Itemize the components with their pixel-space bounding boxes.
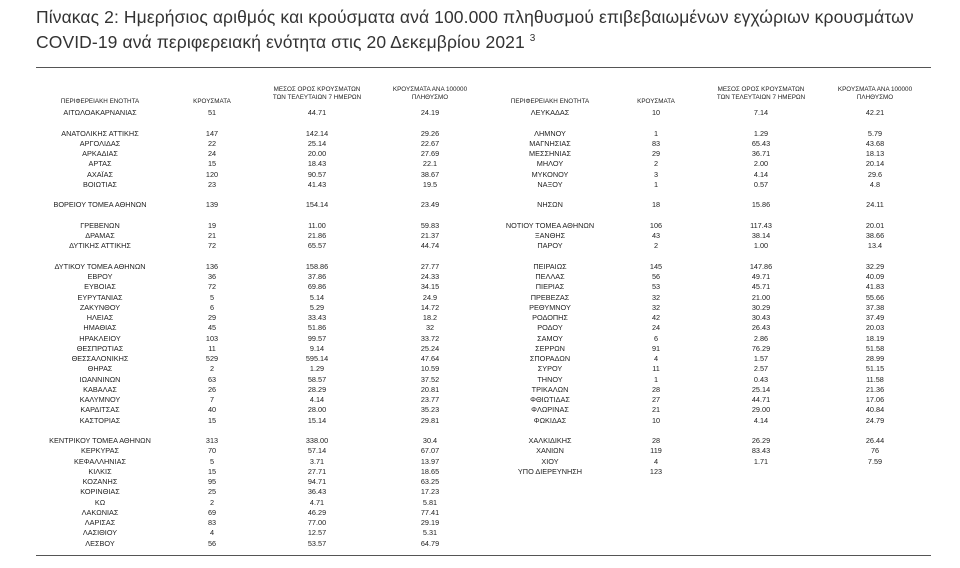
cases-cell: 1 <box>653 128 659 138</box>
cases-cell: 27 <box>651 395 661 404</box>
region-cell: ΦΘΙΩΤΙΔΑΣ <box>530 395 570 404</box>
region-cell: ΚΑΣΤΟΡΙΑΣ <box>79 415 121 425</box>
per100k-cell: 47.64 <box>420 354 440 363</box>
avg-cell: 94.71 <box>307 477 327 486</box>
per100k-cell: 37.38 <box>865 302 885 312</box>
cases-cell: 63 <box>207 374 217 384</box>
region-cell: ΣΠΟΡΑΔΩΝ <box>529 354 571 363</box>
table-title <box>36 6 936 53</box>
per100k-cell: 63.25 <box>420 477 440 486</box>
region-cell: ΘΕΣΠΡΩΤΙΑΣ <box>76 343 124 353</box>
region-cell: ΛΑΡΙΣΑΣ <box>84 518 116 527</box>
avg-cell: 83.43 <box>751 446 771 456</box>
per100k-cell: 24.79 <box>865 415 885 425</box>
cases-cell: 313 <box>205 436 219 445</box>
region-cell: ΘΗΡΑΣ <box>87 364 113 374</box>
region-cell: ΡΕΘΥΜΝΟΥ <box>529 302 571 312</box>
per100k-cell: 24.11 <box>866 200 884 210</box>
region-cell: ΜΗΛΟΥ <box>536 159 564 169</box>
cases-cell: 29 <box>651 149 661 158</box>
cases-cell: 21 <box>207 231 217 240</box>
per100k-cell: 5.81 <box>422 497 438 507</box>
left-header-region: ΠΕΡΙΦΕΡΕΙΑΚΗ ΕΝΟΤΗΤΑ <box>60 98 140 105</box>
avg-cell: 5.14 <box>309 292 325 302</box>
avg-cell: 99.57 <box>307 333 327 343</box>
per100k-cell: 11.58 <box>866 374 884 384</box>
per100k-cell: 32 <box>425 323 435 333</box>
cases-cell: 51 <box>207 108 217 117</box>
avg-cell: 41.43 <box>307 179 327 189</box>
per100k-cell: 55.66 <box>865 292 885 302</box>
per100k-cell: 20.81 <box>420 384 440 394</box>
per100k-cell: 26.44 <box>865 436 885 445</box>
per100k-cell: 29.81 <box>420 415 440 425</box>
cases-cell: 4 <box>653 354 659 363</box>
avg-cell: 11.00 <box>308 220 326 230</box>
region-cell: ΜΥΚΟΝΟΥ <box>531 169 569 179</box>
region-cell: ΜΑΓΝΗΣΙΑΣ <box>529 138 571 148</box>
per100k-cell: 29.26 <box>420 128 440 138</box>
cases-cell: 69 <box>207 507 217 517</box>
cases-cell: 32 <box>651 302 661 312</box>
cases-cell: 91 <box>651 343 661 353</box>
per100k-cell: 33.72 <box>420 333 440 343</box>
avg-cell: 30.43 <box>751 313 771 322</box>
avg-cell: 27.71 <box>307 466 327 476</box>
avg-cell: 21.00 <box>751 292 771 302</box>
region-cell: ΚΑΛΥΜΝΟΥ <box>79 395 121 404</box>
cases-cell: 123 <box>649 466 663 476</box>
title-line-1: Πίνακας 2: Ημερήσιος αριθμός και κρούσματα ανά 100.000 πληθυσμού επιβεβαιωμένων εγχώριων κρουσμάτων <box>36 7 914 27</box>
per100k-cell: 40.09 <box>865 272 885 281</box>
avg-cell: 30.29 <box>751 302 771 312</box>
cases-cell: 10 <box>651 108 661 117</box>
avg-cell: 1.71 <box>753 456 769 466</box>
avg-cell: 0.43 <box>753 374 769 384</box>
region-cell: ΓΡΕΒΕΝΩΝ <box>80 220 120 230</box>
avg-cell: 21.86 <box>307 231 327 240</box>
per100k-cell: 41.83 <box>865 282 885 292</box>
region-cell: ΗΜΑΘΙΑΣ <box>83 323 117 333</box>
per100k-cell: 7.59 <box>867 456 883 466</box>
avg-cell: 46.29 <box>307 507 327 517</box>
cases-cell: 145 <box>649 261 663 271</box>
region-cell: ΜΕΣΣΗΝΙΑΣ <box>529 149 571 158</box>
avg-cell: 2.57 <box>753 364 769 374</box>
per100k-cell: 4.8 <box>869 179 881 189</box>
cases-cell: 28 <box>651 384 661 394</box>
cases-cell: 40 <box>207 405 217 415</box>
per100k-cell: 34.15 <box>420 282 440 292</box>
avg-cell: 57.14 <box>307 446 327 456</box>
region-cell: ΡΟΔΟΥ <box>537 323 563 333</box>
region-cell: ΠΑΡΟΥ <box>537 241 563 251</box>
per100k-cell: 19.5 <box>422 179 438 189</box>
avg-cell: 1.29 <box>753 128 769 138</box>
right-header-per100k: ΚΡΟΥΣΜΑΤΑ ΑΝΑ 100000 ΠΛΗΘΥΣΜΟ <box>837 86 913 101</box>
avg-cell: 117.43 <box>750 220 772 230</box>
region-cell: ΗΡΑΚΛΕΙΟΥ <box>79 333 121 343</box>
cases-cell: 72 <box>207 241 217 251</box>
per100k-cell: 17.23 <box>420 487 440 497</box>
avg-cell: 7.14 <box>753 108 769 117</box>
per100k-cell: 32.29 <box>865 261 885 271</box>
per100k-cell: 13.4 <box>867 241 883 251</box>
cases-cell: 23 <box>207 179 217 189</box>
per100k-cell: 20.01 <box>865 220 885 230</box>
cases-cell: 3 <box>653 169 659 179</box>
region-cell: ΑΝΑΤΟΛΙΚΗΣ ΑΤΤΙΚΗΣ <box>61 128 139 138</box>
per100k-cell: 37.49 <box>865 313 885 322</box>
per100k-cell: 13.97 <box>420 456 440 466</box>
cases-cell: 147 <box>205 128 219 138</box>
title-line-2 <box>36 28 936 53</box>
avg-cell: 26.43 <box>751 323 771 333</box>
per100k-cell: 51.58 <box>865 343 885 353</box>
cases-cell: 25 <box>207 487 217 497</box>
per100k-cell: 20.14 <box>865 159 885 169</box>
cases-cell: 2 <box>653 241 659 251</box>
per100k-cell: 18.13 <box>865 149 885 158</box>
region-cell: ΑΧΑΪΑΣ <box>86 169 114 179</box>
cases-cell: 24 <box>207 149 217 158</box>
region-cell: ΖΑΚΥΝΘΟΥ <box>79 302 121 312</box>
region-cell: ΕΒΡΟΥ <box>87 272 113 281</box>
region-cell: ΒΟΙΩΤΙΑΣ <box>83 179 117 189</box>
region-cell: ΑΡΤΑΣ <box>88 159 112 169</box>
cases-cell: 15 <box>207 415 217 425</box>
region-cell: ΧΑΛΚΙΔΙΚΗΣ <box>528 436 572 445</box>
cases-cell: 2 <box>209 497 215 507</box>
per100k-cell: 22.67 <box>420 138 440 148</box>
per100k-cell: 18.2 <box>422 313 438 322</box>
avg-cell: 9.14 <box>309 343 325 353</box>
avg-cell: 4.14 <box>753 415 769 425</box>
avg-cell: 1.29 <box>309 364 325 374</box>
region-cell: ΚΕΦΑΛΛΗΝΙΑΣ <box>74 456 126 466</box>
avg-cell: 0.57 <box>753 179 769 189</box>
cases-cell: 56 <box>651 272 661 281</box>
per100k-cell: 44.74 <box>420 241 440 251</box>
title-line-2-text: COVID-19 ανά περιφερειακή ενότητα στις 20 Δεκεμβρίου 2021 <box>36 31 525 52</box>
per100k-cell: 67.07 <box>420 446 440 456</box>
cases-cell: 42 <box>651 313 661 322</box>
per100k-cell: 27.69 <box>420 149 440 158</box>
region-cell: ΑΡΓΟΛΙΔΑΣ <box>79 138 121 148</box>
cases-cell: 139 <box>205 200 219 210</box>
left-header-per100k: ΚΡΟΥΣΜΑΤΑ ΑΝΑ 100000 ΠΛΗΘΥΣΜΟ <box>392 86 468 101</box>
avg-cell: 77.00 <box>307 518 327 527</box>
per100k-cell: 22.1 <box>422 159 438 169</box>
per100k-cell: 14.72 <box>420 302 440 312</box>
avg-cell: 25.14 <box>307 138 327 148</box>
cases-cell: 28 <box>651 436 661 445</box>
cases-cell: 36 <box>207 272 217 281</box>
cases-cell: 56 <box>207 538 217 548</box>
cases-cell: 1 <box>653 374 659 384</box>
per100k-cell: 51.15 <box>865 364 885 374</box>
avg-cell: 20.00 <box>307 149 327 158</box>
cases-cell: 5 <box>209 292 215 302</box>
per100k-cell: 17.06 <box>865 395 885 404</box>
cases-cell: 120 <box>205 169 219 179</box>
cases-cell: 26 <box>207 384 217 394</box>
bottom-rule <box>36 555 931 556</box>
avg-cell: 1.00 <box>753 241 769 251</box>
avg-cell: 69.86 <box>307 282 327 292</box>
cases-cell: 24 <box>651 323 661 333</box>
region-cell: ΠΕΙΡΑΙΩΣ <box>533 261 567 271</box>
cases-cell: 29 <box>207 313 217 322</box>
cases-cell: 136 <box>205 261 219 271</box>
region-cell: ΘΕΣΣΑΛΟΝΙΚΗΣ <box>71 354 129 363</box>
avg-cell: 33.43 <box>307 313 327 322</box>
avg-cell: 51.86 <box>307 323 327 333</box>
region-cell: ΛΗΜΝΟΥ <box>534 128 566 138</box>
avg-cell: 53.57 <box>307 538 327 548</box>
cases-cell: 83 <box>207 518 217 527</box>
left-header-avg: ΜΕΣΟΣ ΟΡΟΣ ΚΡΟΥΣΜΑΤΩΝ ΤΩΝ ΤΕΛΕΥΤΑΙΩΝ 7 ΗΜΕΡΩΝ <box>272 86 362 101</box>
per100k-cell: 64.79 <box>420 538 440 548</box>
cases-cell: 21 <box>651 405 661 415</box>
avg-cell: 36.71 <box>751 149 771 158</box>
region-cell: ΥΠΟ ΔΙΕΡΕΥΝΗΣΗ <box>517 466 583 476</box>
per100k-cell: 42.21 <box>865 108 885 117</box>
region-cell: ΙΩΑΝΝΙΝΩΝ <box>79 374 121 384</box>
region-cell: ΛΑΚΩΝΙΑΣ <box>81 507 119 517</box>
avg-cell: 158.86 <box>305 261 329 271</box>
avg-cell: 15.14 <box>307 415 327 425</box>
avg-cell: 4.14 <box>753 169 769 179</box>
avg-cell: 4.14 <box>309 395 325 404</box>
avg-cell: 2.86 <box>753 333 769 343</box>
region-cell: ΚΙΛΚΙΣ <box>88 466 112 476</box>
per100k-cell: 5.31 <box>422 528 438 538</box>
region-cell: ΣΥΡΟΥ <box>537 364 563 374</box>
cases-cell: 53 <box>651 282 661 292</box>
right-header-cases: ΚΡΟΥΣΜΑΤΑ <box>637 98 675 105</box>
per100k-cell: 77.41 <box>420 507 440 517</box>
region-cell: ΠΙΕΡΙΑΣ <box>535 282 565 292</box>
region-cell: ΡΟΔΟΠΗΣ <box>532 313 568 322</box>
cases-cell: 72 <box>207 282 217 292</box>
per100k-cell: 23.49 <box>420 200 440 210</box>
avg-cell: 4.71 <box>309 497 325 507</box>
avg-cell: 76.29 <box>751 343 771 353</box>
per100k-cell: 27.77 <box>420 261 440 271</box>
avg-cell: 1.57 <box>753 354 769 363</box>
region-cell: ΕΥΒΟΙΑΣ <box>84 282 116 292</box>
per100k-cell: 24.9 <box>422 292 438 302</box>
region-cell: ΠΡΕΒΕΖΑΣ <box>530 292 570 302</box>
region-cell: ΔΥΤΙΚΟΥ ΤΟΜΕΑ ΑΘΗΝΩΝ <box>54 261 146 271</box>
region-cell: ΝΑΞΟΥ <box>537 179 563 189</box>
region-cell: ΝΗΣΩΝ <box>537 200 563 210</box>
avg-cell: 90.57 <box>307 169 327 179</box>
per100k-cell: 20.03 <box>865 323 885 333</box>
cases-cell: 19 <box>207 220 217 230</box>
cases-cell: 83 <box>651 138 661 148</box>
region-cell: ΚΩ <box>94 497 106 507</box>
cases-cell: 15 <box>207 159 217 169</box>
avg-cell: 12.57 <box>307 528 327 538</box>
per100k-cell: 24.33 <box>420 272 440 281</box>
cases-cell: 18 <box>651 200 661 210</box>
region-cell: ΣΑΜΟΥ <box>537 333 563 343</box>
region-cell: ΚΟΖΑΝΗΣ <box>82 477 118 486</box>
cases-cell: 45 <box>207 323 217 333</box>
avg-cell: 15.86 <box>751 200 771 210</box>
per100k-cell: 24.19 <box>420 108 440 117</box>
footnote-marker: 3 <box>529 33 536 44</box>
cases-cell: 4 <box>209 528 215 538</box>
avg-cell: 25.14 <box>751 384 771 394</box>
avg-cell: 5.29 <box>309 302 325 312</box>
per100k-cell: 5.79 <box>867 128 883 138</box>
region-cell: ΚΕΡΚΥΡΑΣ <box>80 446 120 456</box>
per100k-cell: 25.24 <box>420 343 440 353</box>
avg-cell: 3.71 <box>309 456 325 466</box>
per100k-cell: 59.83 <box>420 220 440 230</box>
avg-cell: 44.71 <box>307 108 327 117</box>
cases-cell: 22 <box>207 138 217 148</box>
per100k-cell: 29.6 <box>867 169 883 179</box>
cases-cell: 1 <box>653 179 659 189</box>
region-cell: ΧΑΝΙΩΝ <box>536 446 564 456</box>
region-cell: ΑΙΤΩΛΟΑΚΑΡΝΑΝΙΑΣ <box>63 108 137 117</box>
region-cell: ΗΛΕΙΑΣ <box>86 313 114 322</box>
region-cell: ΔΡΑΜΑΣ <box>85 231 115 240</box>
right-header-avg: ΜΕΣΟΣ ΟΡΟΣ ΚΡΟΥΣΜΑΤΩΝ ΤΩΝ ΤΕΛΕΥΤΑΙΩΝ 7 ΗΜΕΡΩΝ <box>716 86 806 101</box>
region-cell: ΣΕΡΡΩΝ <box>535 343 565 353</box>
region-cell: ΕΥΡΥΤΑΝΙΑΣ <box>77 292 123 302</box>
cases-cell: 4 <box>653 456 659 466</box>
avg-cell: 338.00 <box>305 436 329 445</box>
cases-cell: 2 <box>653 159 659 169</box>
cases-cell: 7 <box>209 395 215 404</box>
per100k-cell: 21.36 <box>865 384 885 394</box>
region-cell: ΛΕΣΒΟΥ <box>85 538 115 548</box>
per100k-cell: 18.65 <box>420 466 440 476</box>
cases-cell: 6 <box>209 302 215 312</box>
region-cell: ΞΑΝΘΗΣ <box>534 231 566 240</box>
per100k-cell: 35.23 <box>420 405 440 415</box>
region-cell: ΚΕΝΤΡΙΚΟΥ ΤΟΜΕΑ ΑΘΗΝΩΝ <box>49 436 151 445</box>
per100k-cell: 18.19 <box>865 333 885 343</box>
region-cell: ΛΑΣΙΘΙΟΥ <box>82 528 118 538</box>
cases-cell: 15 <box>207 466 217 476</box>
per100k-cell: 10.59 <box>420 364 440 374</box>
avg-cell: 49.71 <box>751 272 771 281</box>
region-cell: ΚΑΡΔΙΤΣΑΣ <box>80 405 120 415</box>
cases-cell: 103 <box>205 333 219 343</box>
avg-cell: 28.29 <box>307 384 327 394</box>
left-header-cases: ΚΡΟΥΣΜΑΤΑ <box>193 98 231 105</box>
avg-cell: 154.14 <box>305 200 329 210</box>
region-cell: ΑΡΚΑΔΙΑΣ <box>82 149 118 158</box>
cases-cell: 95 <box>207 477 217 486</box>
avg-cell: 38.14 <box>751 231 771 240</box>
avg-cell: 58.57 <box>307 374 327 384</box>
cases-cell: 10 <box>651 415 661 425</box>
right-header-region: ΠΕΡΙΦΕΡΕΙΑΚΗ ΕΝΟΤΗΤΑ <box>510 98 590 105</box>
avg-cell: 36.43 <box>307 487 327 497</box>
avg-cell: 29.00 <box>751 405 771 415</box>
avg-cell: 37.86 <box>307 272 327 281</box>
per100k-cell: 21.37 <box>420 231 440 240</box>
cases-cell: 43 <box>651 231 661 240</box>
cases-cell: 11 <box>208 343 216 353</box>
avg-cell: 65.43 <box>751 138 771 148</box>
per100k-cell: 40.84 <box>865 405 885 415</box>
region-cell: ΦΩΚΙΔΑΣ <box>533 415 567 425</box>
per100k-cell: 38.67 <box>420 169 440 179</box>
region-cell: ΤΗΝΟΥ <box>537 374 563 384</box>
avg-cell: 595.14 <box>305 354 329 363</box>
avg-cell: 18.43 <box>307 159 327 169</box>
per100k-cell: 76 <box>870 446 880 456</box>
per100k-cell: 37.52 <box>420 374 440 384</box>
cases-cell: 529 <box>205 354 219 363</box>
cases-cell: 106 <box>649 220 663 230</box>
cases-cell: 11 <box>652 364 660 374</box>
region-cell: ΝΟΤΙΟΥ ΤΟΜΕΑ ΑΘΗΝΩΝ <box>505 220 595 230</box>
avg-cell: 2.00 <box>753 159 769 169</box>
cases-cell: 32 <box>651 292 661 302</box>
region-cell: ΚΑΒΑΛΑΣ <box>83 384 117 394</box>
per100k-cell: 23.77 <box>420 395 440 404</box>
avg-cell: 28.00 <box>307 405 327 415</box>
per100k-cell: 43.68 <box>865 138 885 148</box>
region-cell: ΒΟΡΕΙΟΥ ΤΟΜΕΑ ΑΘΗΝΩΝ <box>53 200 147 210</box>
region-cell: ΦΛΩΡΙΝΑΣ <box>531 405 569 415</box>
avg-cell: 45.71 <box>751 282 771 292</box>
region-cell: ΤΡΙΚΑΛΩΝ <box>531 384 569 394</box>
per100k-cell: 30.4 <box>422 436 438 445</box>
avg-cell: 147.86 <box>749 261 773 271</box>
region-cell: ΔΥΤΙΚΗΣ ΑΤΤΙΚΗΣ <box>69 241 131 251</box>
per100k-cell: 29.19 <box>420 518 440 527</box>
region-cell: ΧΙΟΥ <box>541 456 559 466</box>
region-cell: ΚΟΡΙΝΘΙΑΣ <box>80 487 120 497</box>
region-cell: ΠΕΛΛΑΣ <box>535 272 565 281</box>
region-cell: ΛΕΥΚΑΔΑΣ <box>530 108 570 117</box>
top-rule <box>36 67 931 68</box>
per100k-cell: 28.99 <box>865 354 885 363</box>
cases-cell: 2 <box>209 364 215 374</box>
cases-cell: 5 <box>209 456 215 466</box>
avg-cell: 65.57 <box>307 241 327 251</box>
cases-cell: 6 <box>653 333 659 343</box>
cases-cell: 119 <box>650 446 662 456</box>
per100k-cell: 38.66 <box>865 231 885 240</box>
avg-cell: 44.71 <box>751 395 771 404</box>
avg-cell: 142.14 <box>305 128 329 138</box>
avg-cell: 26.29 <box>751 436 771 445</box>
cases-cell: 70 <box>207 446 217 456</box>
